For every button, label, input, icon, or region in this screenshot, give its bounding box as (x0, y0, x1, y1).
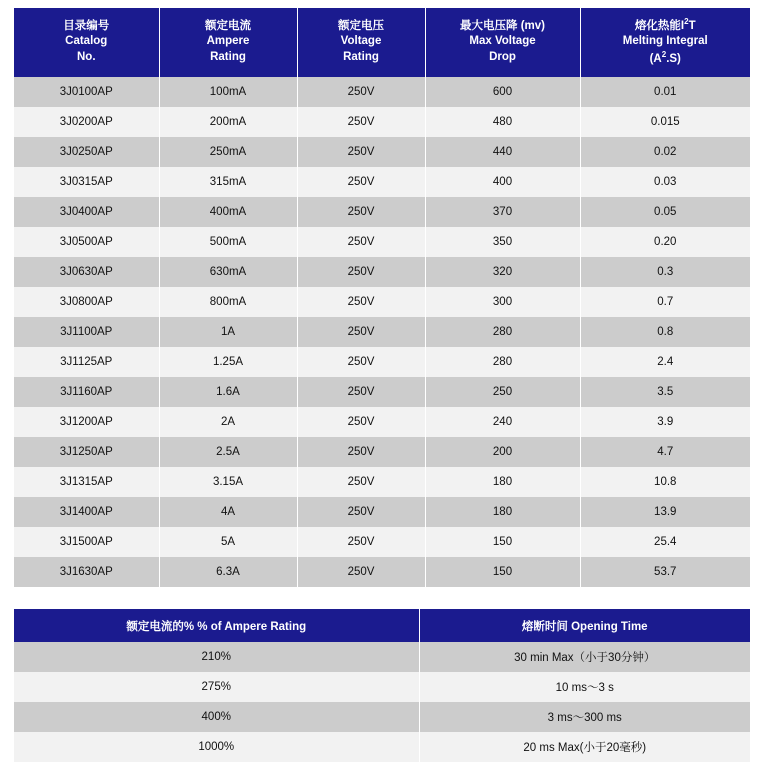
cell-catalog-no: 3J0315AP (14, 167, 159, 197)
cell-catalog-no: 3J0250AP (14, 137, 159, 167)
cell-catalog-no: 3J1315AP (14, 467, 159, 497)
cell-ampere-rating: 1.6A (159, 377, 297, 407)
cell-max-voltage-drop: 150 (425, 527, 580, 557)
cell-catalog-no: 3J1400AP (14, 497, 159, 527)
cell-ampere-rating: 200mA (159, 107, 297, 137)
table-row (14, 437, 750, 467)
header-catalog-no-en2: No. (76, 50, 96, 63)
table-row (14, 702, 750, 732)
table-row (14, 317, 750, 347)
cell-voltage-rating: 250V (297, 197, 425, 227)
cell-catalog-no: 3J1125AP (14, 347, 159, 377)
table-row (14, 467, 750, 497)
cell-max-voltage-drop: 180 (425, 497, 580, 527)
cell-max-voltage-drop: 600 (425, 77, 580, 107)
cell-max-voltage-drop: 440 (425, 137, 580, 167)
cell-max-voltage-drop: 180 (425, 467, 580, 497)
cell-max-voltage-drop: 240 (425, 407, 580, 437)
cell-voltage-rating: 250V (297, 557, 425, 587)
cell-ampere-rating: 5A (159, 527, 297, 557)
cell-voltage-rating: 250V (297, 257, 425, 287)
opening-time-table (14, 609, 750, 762)
cell-ampere-rating: 315mA (159, 167, 297, 197)
cell-voltage-rating: 250V (297, 497, 425, 527)
time-table-body (14, 642, 750, 762)
header-melting-integral-en1: Melting Integral (622, 35, 708, 48)
time-table-header (14, 609, 750, 642)
cell-melting-integral: 0.015 (580, 107, 750, 137)
cell-ampere-rating: 800mA (159, 287, 297, 317)
cell-percent-ampere-rating: 1000% (14, 732, 419, 762)
cell-catalog-no: 3J1200AP (14, 407, 159, 437)
header-melting-integral (580, 8, 750, 77)
time-header-row (14, 609, 750, 642)
spec-table-header (14, 8, 750, 77)
cell-opening-time: 20 ms Max(小于20毫秒) (419, 732, 750, 762)
table-row (14, 407, 750, 437)
table-row (14, 527, 750, 557)
cell-ampere-rating: 100mA (159, 77, 297, 107)
cell-opening-time: 3 ms〜300 ms (419, 702, 750, 732)
cell-voltage-rating: 250V (297, 467, 425, 497)
header-voltage-rating-cn: 额定电压 (338, 19, 384, 32)
header-catalog-no (14, 8, 159, 77)
cell-melting-integral: 0.02 (580, 137, 750, 167)
cell-voltage-rating: 250V (297, 287, 425, 317)
header-opening-time: 熔断时间 Opening Time (419, 609, 750, 642)
cell-max-voltage-drop: 250 (425, 377, 580, 407)
cell-percent-ampere-rating: 210% (14, 642, 419, 672)
cell-voltage-rating: 250V (297, 407, 425, 437)
cell-ampere-rating: 6.3A (159, 557, 297, 587)
cell-voltage-rating: 250V (297, 317, 425, 347)
cell-percent-ampere-rating: 275% (14, 672, 419, 702)
cell-opening-time: 30 min Max（小于30分钟） (419, 642, 750, 672)
cell-max-voltage-drop: 400 (425, 167, 580, 197)
table-row (14, 77, 750, 107)
header-melting-integral-en2: $(A^2.S)$ (649, 49, 681, 65)
header-ampere-rating-cn: 额定电流 (205, 19, 251, 32)
cell-max-voltage-drop: 350 (425, 227, 580, 257)
cell-voltage-rating: 250V (297, 347, 425, 377)
cell-max-voltage-drop: 280 (425, 347, 580, 377)
table-row (14, 672, 750, 702)
header-voltage-rating-en2: Rating (343, 50, 379, 63)
table-row (14, 732, 750, 762)
table-row (14, 227, 750, 257)
table-row (14, 257, 750, 287)
cell-catalog-no: 3J0630AP (14, 257, 159, 287)
table-row (14, 557, 750, 587)
cell-max-voltage-drop: 370 (425, 197, 580, 227)
cell-catalog-no: 3J0500AP (14, 227, 159, 257)
header-max-voltage-drop-en1: Max Voltage (469, 35, 536, 48)
cell-melting-integral: 10.8 (580, 467, 750, 497)
table-row (14, 287, 750, 317)
cell-melting-integral: 13.9 (580, 497, 750, 527)
spec-table-body (14, 77, 750, 587)
cell-max-voltage-drop: 150 (425, 557, 580, 587)
cell-ampere-rating: 2A (159, 407, 297, 437)
cell-catalog-no: 3J1630AP (14, 557, 159, 587)
cell-voltage-rating: 250V (297, 377, 425, 407)
cell-catalog-no: 3J1250AP (14, 437, 159, 467)
cell-ampere-rating: 630mA (159, 257, 297, 287)
cell-max-voltage-drop: 300 (425, 287, 580, 317)
cell-melting-integral: 25.4 (580, 527, 750, 557)
header-catalog-no-en1: Catalog (65, 35, 108, 48)
header-catalog-no-cn: 目录编号 (63, 19, 110, 32)
cell-ampere-rating: 1A (159, 317, 297, 347)
table-row (14, 497, 750, 527)
cell-melting-integral: 0.03 (580, 167, 750, 197)
table-row (14, 107, 750, 137)
table-row (14, 377, 750, 407)
cell-max-voltage-drop: 320 (425, 257, 580, 287)
cell-melting-integral: 3.9 (580, 407, 750, 437)
table-row (14, 197, 750, 227)
cell-max-voltage-drop: 480 (425, 107, 580, 137)
header-ampere-rating-en2: Rating (210, 50, 246, 63)
cell-max-voltage-drop: 280 (425, 317, 580, 347)
cell-voltage-rating: 250V (297, 77, 425, 107)
cell-melting-integral: 53.7 (580, 557, 750, 587)
table-row (14, 347, 750, 377)
cell-melting-integral: 0.01 (580, 77, 750, 107)
header-voltage-rating (297, 8, 425, 77)
table-row (14, 642, 750, 672)
header-melting-integral-cn: 熔化热能$I^2T$ (634, 16, 696, 32)
cell-ampere-rating: 500mA (159, 227, 297, 257)
header-voltage-rating-en1: Voltage (340, 35, 382, 48)
cell-melting-integral: 0.3 (580, 257, 750, 287)
header-max-voltage-drop (425, 8, 580, 77)
cell-percent-ampere-rating: 400% (14, 702, 419, 732)
cell-opening-time: 10 ms〜3 s (419, 672, 750, 702)
cell-max-voltage-drop: 200 (425, 437, 580, 467)
cell-voltage-rating: 250V (297, 137, 425, 167)
cell-voltage-rating: 250V (297, 437, 425, 467)
table-row (14, 137, 750, 167)
cell-catalog-no: 3J1100AP (14, 317, 159, 347)
table-row (14, 167, 750, 197)
cell-melting-integral: 3.5 (580, 377, 750, 407)
cell-melting-integral: 2.4 (580, 347, 750, 377)
cell-melting-integral: 4.7 (580, 437, 750, 467)
cell-ampere-rating: 4A (159, 497, 297, 527)
cell-melting-integral: 0.05 (580, 197, 750, 227)
cell-melting-integral: 0.8 (580, 317, 750, 347)
header-ampere-rating-en1: Ampere (206, 35, 250, 48)
cell-ampere-rating: 250mA (159, 137, 297, 167)
cell-catalog-no: 3J0800AP (14, 287, 159, 317)
header-ampere-rating (159, 8, 297, 77)
cell-catalog-no: 3J0400AP (14, 197, 159, 227)
cell-ampere-rating: 400mA (159, 197, 297, 227)
fuse-spec-table (14, 8, 750, 587)
cell-catalog-no: 3J0200AP (14, 107, 159, 137)
cell-voltage-rating: 250V (297, 527, 425, 557)
cell-voltage-rating: 250V (297, 167, 425, 197)
cell-catalog-no: 3J1160AP (14, 377, 159, 407)
spec-header-row (14, 8, 750, 77)
header-percent-ampere-rating: 额定电流的% % of Ampere Rating (14, 609, 419, 642)
cell-ampere-rating: 2.5A (159, 437, 297, 467)
cell-catalog-no: 3J0100AP (14, 77, 159, 107)
cell-voltage-rating: 250V (297, 107, 425, 137)
table-separator (14, 587, 750, 609)
header-max-voltage-drop-cn: 最大电压降 (mv) (460, 19, 545, 32)
cell-ampere-rating: 1.25A (159, 347, 297, 377)
header-max-voltage-drop-en2: Drop (489, 50, 516, 63)
cell-catalog-no: 3J1500AP (14, 527, 159, 557)
cell-melting-integral: 0.20 (580, 227, 750, 257)
cell-voltage-rating: 250V (297, 227, 425, 257)
cell-ampere-rating: 3.15A (159, 467, 297, 497)
cell-melting-integral: 0.7 (580, 287, 750, 317)
